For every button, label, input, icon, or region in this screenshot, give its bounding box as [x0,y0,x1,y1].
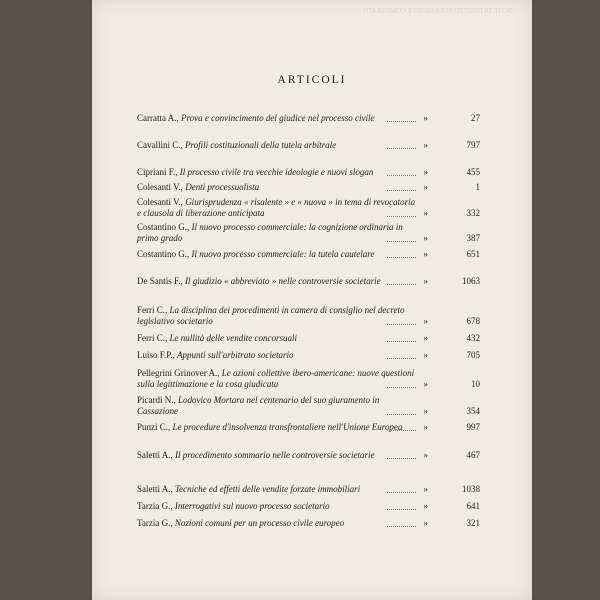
toc-entry [137,167,480,178]
toc-ditto-mark: » [423,518,428,528]
toc-page-number: 321 [466,518,480,528]
toc-entry-author: Punzi C., [137,422,173,432]
toc-page-number: 1 [475,182,480,192]
toc-ditto-mark: » [423,484,428,494]
toc-leader-dots [387,526,416,527]
toc-entry-text [137,249,417,260]
toc-entry [137,350,480,361]
toc-entry-text [137,422,417,433]
toc-entry-author: Colesanti V., [137,182,186,192]
toc-entry-title: Lodovico Mortara nel centenario del suo giuramento in Cassazione [137,395,380,416]
toc-entry [137,501,480,512]
toc-page-number: 705 [466,350,480,360]
toc-entry [137,182,480,193]
toc-page-number: 1038 [462,484,480,494]
toc-entry-title: Denti processualista [185,182,260,192]
toc-page-number: 997 [466,422,480,432]
toc-entry-title: Le procedure d'insolvenza transfrontaliere nell'Unione Europea [172,422,403,432]
toc-entry-text [137,276,417,287]
toc-entry-title: La disciplina dei procedimenti in camera di consiglio nel decreto legislativo societario [137,305,405,326]
toc-leader-dots [387,257,416,258]
toc-ditto-mark: » [423,167,428,177]
toc-leader-dots [387,509,416,510]
toc-entry [137,368,480,390]
toc-page-number: 1063 [462,276,480,286]
toc-entry-title: Interrogativi sul nuovo processo societario [174,501,330,511]
toc-entry-text [137,484,417,495]
toc-entry [137,422,480,433]
toc-entry [137,197,480,219]
toc-entry-title: Il nuovo processo commerciale: la tutela cautelare [191,249,375,259]
toc-entry-text [137,368,417,390]
toc-entry-text [137,182,417,193]
toc-ditto-mark: » [423,406,428,416]
toc-page-number: 651 [466,249,480,259]
toc-entry [137,450,480,461]
toc-entry-text [137,222,417,244]
toc-entry-text [137,501,417,512]
toc-entry-author: Cipriani F., [137,167,180,177]
toc-entry-title: Il processo civile tra vecchie ideologie e nuovi slogan [179,167,374,177]
toc-entry-title: Il giudizio « abbreviato » nelle controversie societarie [185,276,381,286]
toc-entry-title: Le nullità delle vendite concorsuali [169,333,297,343]
toc-ditto-mark: » [423,350,428,360]
toc-ditto-mark: » [423,316,428,326]
toc-leader-dots [387,324,416,325]
toc-entry-author: Saletti A., [137,484,175,494]
toc-entry-title: Giurisprudenza « risalente » e « nuova » in tema di revocatoria e clausola di liberazione anticipata [137,197,416,218]
toc-leader-dots [387,492,416,493]
toc-leader-dots [387,341,416,342]
section-title: ARTICOLI [277,74,347,86]
toc-ditto-mark: » [423,182,428,192]
toc-entry-text [137,197,417,219]
toc-ditto-mark: » [423,276,428,286]
toc-ditto-mark: » [423,249,428,259]
toc-entry-text [137,167,417,178]
toc-entry-title: Le azioni collettive ibero-americane: nuove questioni sulla legittimazione e la cosa giudicata [137,368,415,389]
toc-entry-text [137,333,417,344]
toc-entry-text [137,518,417,529]
toc-ditto-mark: » [423,333,428,343]
toc-entry-author: Pellegrini Grinover A., [137,368,222,378]
toc-entry [137,395,480,417]
toc-leader-dots [387,430,416,431]
toc-entry-text [137,350,417,361]
toc-entry-author: Picardi N., [137,395,178,405]
toc-entry [137,276,480,287]
toc-leader-dots [387,216,416,217]
toc-leader-dots [387,241,416,242]
toc-leader-dots [387,121,416,122]
toc-entry-text [137,113,417,124]
toc-entry-text [137,395,417,417]
toc-entry [137,140,480,151]
toc-page-number: 678 [466,316,480,326]
toc-ditto-mark: » [423,379,428,389]
toc-entry [137,249,480,260]
toc-page-number: 432 [466,333,480,343]
toc-ditto-mark: » [423,501,428,511]
toc-page-number: 797 [466,140,480,150]
toc-page-number: 641 [466,501,480,511]
toc-leader-dots [387,414,416,415]
toc-entry-title: Il procedimento sommario nelle controversie societarie [175,450,375,460]
toc-entry-author: Tarzia G., [137,518,175,528]
toc-entry-text [137,450,417,461]
toc-entry-title: Prova e convincimento del giudice nel processo civile [181,113,375,123]
toc-entry-title: Profili costituzionali della tutela arbitrale [185,140,337,150]
toc-ditto-mark: » [423,113,428,123]
toc-entry [137,333,480,344]
toc-entry-text [137,140,417,151]
toc-leader-dots [387,387,416,388]
toc-page-number: 455 [466,167,480,177]
toc-entry-author: Costantino G., [137,249,192,259]
toc-leader-dots [387,148,416,149]
toc-entry [137,113,480,124]
toc-ditto-mark: » [423,208,428,218]
bleed-through-text: NOTE DI DIRITTO STRANIERO E COMPARATO [363,7,512,15]
toc-ditto-mark: » [423,233,428,243]
toc-entry-author: Cavallini C., [137,140,185,150]
toc-page-number: 10 [471,379,480,389]
toc-entry-title: Appunti sull'arbitrato societario [177,350,294,360]
toc-ditto-mark: » [423,140,428,150]
toc-page-number: 332 [466,208,480,218]
toc-entry [137,305,480,327]
toc-entry-text [137,305,417,327]
toc-entry-title: Il nuovo processo commerciale: la cognizione ordinaria in primo grado [137,222,403,243]
toc-entry [137,518,480,529]
toc-entry-author: Costantino G., [137,222,192,232]
toc-leader-dots [387,284,416,285]
toc-leader-dots [387,190,416,191]
toc-page-number: 387 [466,233,480,243]
toc-page-number: 467 [466,450,480,460]
toc-entry-author: Ferri C., [137,333,170,343]
toc-leader-dots [387,358,416,359]
toc-entry-author: Saletti A., [137,450,175,460]
toc-entry-title: Nozioni comuni per un processo civile europeo [174,518,345,528]
toc-ditto-mark: » [423,450,428,460]
toc-page-number: 354 [466,406,480,416]
toc-entry-author: Colesanti V., [137,197,186,207]
toc-entry [137,222,480,244]
toc-entry-author: Ferri C., [137,305,170,315]
toc-entry-author: Carratta A., [137,113,181,123]
toc-entry-title: Tecniche ed effetti delle vendite forzate immobiliari [175,484,361,494]
book-page [92,0,532,600]
toc-page-number: 27 [471,113,480,123]
toc-ditto-mark: » [423,422,428,432]
toc-entry-author: De Santis F., [137,276,186,286]
toc-leader-dots [387,458,416,459]
toc-leader-dots [387,175,416,176]
toc-entry-author: Tarzia G., [137,501,175,511]
toc-entry-author: Luiso F.P., [137,350,178,360]
toc-entry [137,484,480,495]
